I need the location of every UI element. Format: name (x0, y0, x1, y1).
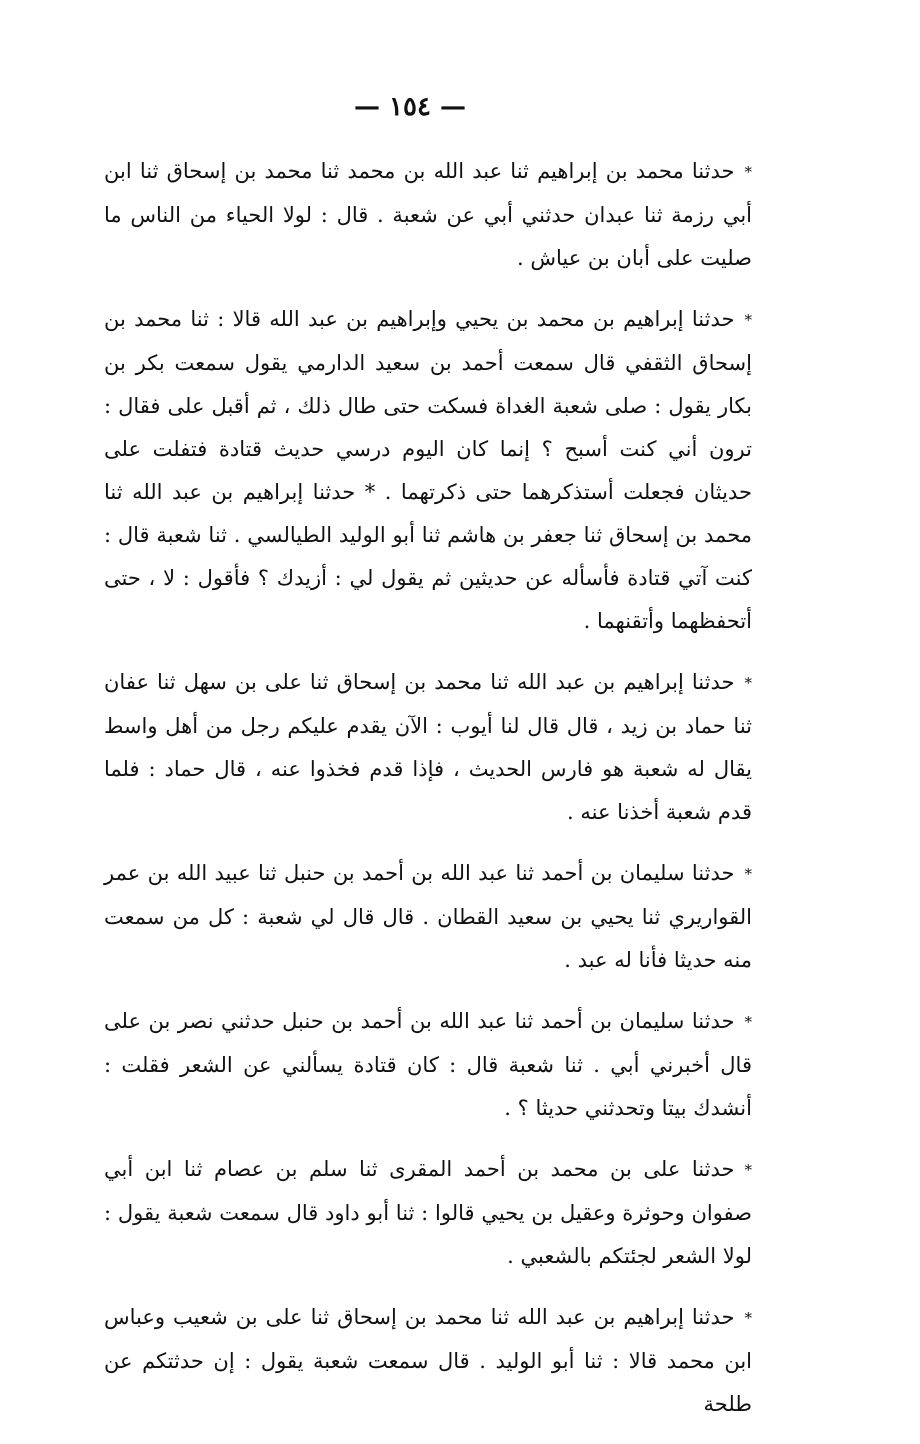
paragraph-text: حدثنا إبراهيم بن محمد بن يحيي وإبراهيم بن عبد الله قالا : ثنا محمد بن إسحاق الثقفي قال سمعت أحمد بن سعيد الدارمي يقول سمعت بكر بن بكار يقول : صلى شعبة الغداة فسكت حتى طال ذلك ، ثم أقبل على فقال : ترون أني كنت أسبح ؟ إنما كان اليوم درسي حديث قتادة فتفلت على حديثان فجعلت أستذكرهما حتى ذكرتهما . * حدثنا إبراهيم بن عبد الله ثنا محمد بن إسحاق ثنا جعفر بن هاشم ثنا أبو الوليد الطيالسي . ثنا شعبة قال : كنت آتي قتادة فأسأله عن حديثين ثم يقول لي : أزيدك ؟ فأقول : لا ، حتى أتحفظهما وأتقنهما . (104, 307, 752, 633)
bullet-star-icon: * (744, 311, 752, 329)
bullet-star-icon: * (744, 1013, 752, 1031)
paragraph-text: حدثنا إبراهيم بن عبد الله ثنا محمد بن إسحاق ثنا على بن سهل ثنا عفان ثنا حماد بن زيد ، قال قال لنا أيوب : الآن يقدم عليكم رجل من أهل واسط يقال له شعبة هو فارس الحديث ، فإذا قدم فخذوا عنه ، قال حماد : فلما قدم شعبة أخذنا عنه . (104, 670, 752, 824)
page-number: — ١٥٤ — (353, 92, 467, 122)
bullet-star-icon: * (744, 163, 752, 181)
paragraph-text: حدثنا على بن محمد بن أحمد المقرى ثنا سلم بن عصام ثنا ابن أبي صفوان وحوثرة وعقيل بن يحيي قالوا : ثنا أبو داود قال سمعت شعبة يقول : لولا الشعر لجئتكم بالشعبي . (104, 1157, 752, 1268)
paragraph (104, 1148, 752, 1278)
paragraph (104, 852, 752, 982)
paragraph (104, 150, 752, 280)
bullet-star-icon: * (744, 1309, 752, 1327)
bullet-star-icon: * (744, 865, 752, 883)
paragraph-text: حدثنا محمد بن إبراهيم ثنا عبد الله بن محمد ثنا محمد بن إسحاق ثنا ابن أبي رزمة ثنا عبدان حدثني أبي عن شعبة . قال : لولا الحياء من الناس ما صليت على أبان بن عياش . (104, 159, 752, 270)
bullet-star-icon: * (744, 1161, 752, 1179)
paragraph-text: حدثنا سليمان بن أحمد ثنا عبد الله بن أحمد بن حنبل ثنا عبيد الله بن عمر القواريري ثنا يحيي بن سعيد القطان . قال قال لي شعبة : كل من سمعت منه حديثا فأنا له عبد . (104, 861, 752, 972)
paragraph-text: حدثنا سليمان بن أحمد ثنا عبد الله بن أحمد بن حنبل حدثني نصر بن على قال أخبرني أبي . ثنا شعبة قال : كان قتادة يسألني عن الشعر فقلت : أنشدك بيتا وتحدثني حديثا ؟ . (104, 1009, 752, 1120)
paragraph (104, 1296, 752, 1426)
paragraph (104, 661, 752, 834)
page-body (104, 150, 752, 1444)
bullet-star-icon: * (744, 674, 752, 692)
paragraph-text: حدثنا إبراهيم بن عبد الله ثنا محمد بن إسحاق ثنا على بن شعيب وعباس ابن محمد قالا : ثنا أبو الوليد . قال سمعت شعبة يقول : إن حدثتكم عن طلحة (104, 1305, 752, 1416)
paragraph (104, 1000, 752, 1130)
paragraph (104, 298, 752, 643)
